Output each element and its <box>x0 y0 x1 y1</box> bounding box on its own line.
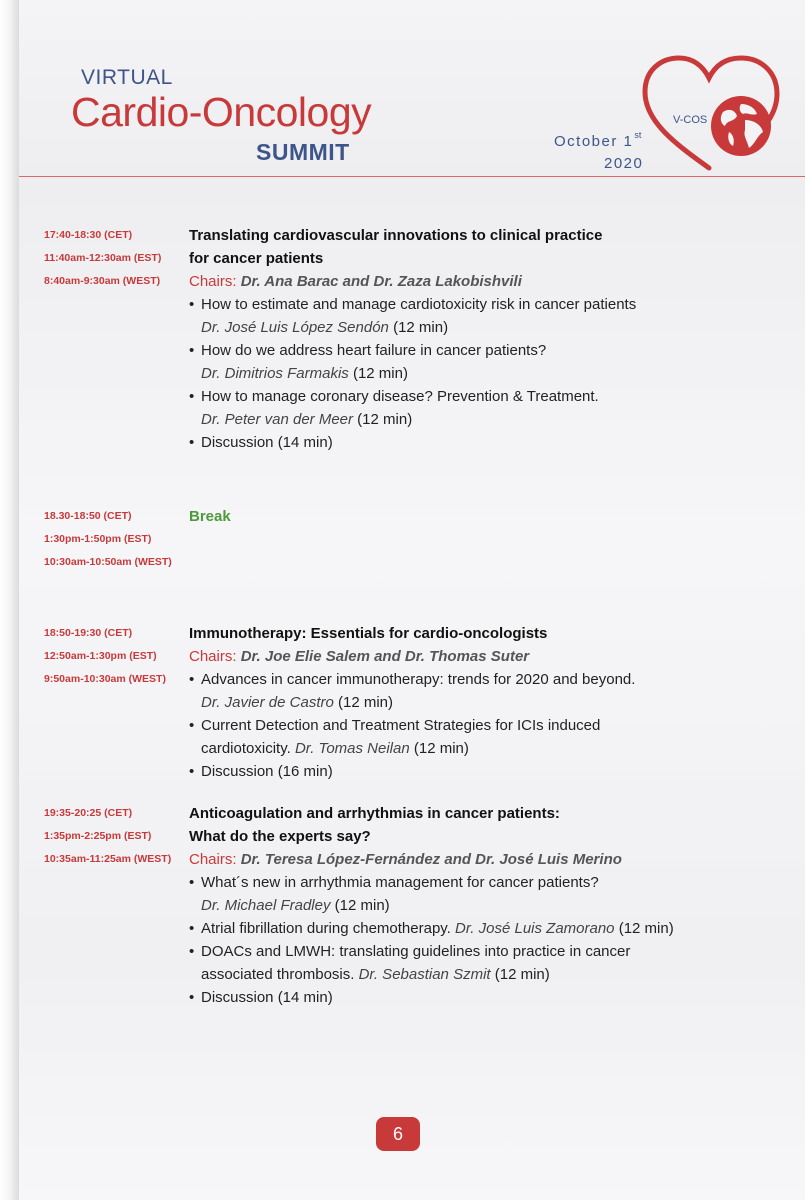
item-topic: How do we address heart failure in cancer patients? <box>201 342 547 359</box>
chairs-label: Chairs: <box>189 851 237 868</box>
item-duration: (12 min) <box>618 920 674 937</box>
session-content <box>189 622 789 783</box>
time-est: 12:50am-1:30pm (EST) <box>44 650 157 662</box>
date-year: 2020 <box>604 155 644 172</box>
agenda-item-speaker <box>189 408 789 431</box>
session-content <box>189 505 789 528</box>
session-chairs <box>189 270 789 293</box>
speaker-name: Dr. José Luis López Sendón <box>201 319 389 336</box>
item-duration: (12 min) <box>334 897 390 914</box>
agenda-item-discussion: • Discussion (14 min) <box>189 434 333 451</box>
session-title: Translating cardiovascular innovations to clinical practice <box>189 227 603 244</box>
session-content <box>189 802 789 1009</box>
item-topic: How to estimate and manage cardiotoxicity risk in cancer patients <box>201 296 637 313</box>
session-chairs <box>189 848 789 871</box>
speaker-name: Dr. Tomas Neilan <box>294 740 410 757</box>
agenda-item-speaker <box>189 362 789 385</box>
time-cet: 19:35-20:25 (CET) <box>44 807 133 819</box>
speaker-name: Dr. Dimitrios Farmakis <box>201 365 349 382</box>
speaker-name: Dr. Peter van der Meer <box>201 411 353 428</box>
item-duration: (12 min) <box>494 966 550 983</box>
date-month: October 1 <box>554 133 634 150</box>
agenda-item: • Current Detection and Treatment Strategies for ICIs induced <box>189 717 601 734</box>
item-topic: Current Detection and Treatment Strategies for ICIs induced <box>201 717 601 734</box>
page-spine <box>0 0 18 1200</box>
agenda-item: • DOACs and LMWH: translating guidelines into practice in cancer <box>189 943 631 960</box>
time-est: 1:30pm-1:50pm (EST) <box>44 533 152 545</box>
time-west: 9:50am-10:30am (WEST) <box>44 673 166 685</box>
agenda-item-discussion: • Discussion (16 min) <box>189 763 333 780</box>
time-cet: 17:40-18:30 (CET) <box>44 229 133 241</box>
date-suffix: st <box>634 130 642 140</box>
item-duration: (12 min) <box>413 740 469 757</box>
speaker-name: Dr. José Luis Zamorano <box>455 920 615 937</box>
item-topic: DOACs and LMWH: translating guidelines into practice in cancer <box>201 943 631 960</box>
header-summit: SUMMIT <box>256 139 350 165</box>
session-title: Immunotherapy: Essentials for cardio-oncologists <box>189 625 548 642</box>
agenda-item: • Atrial fibrillation during chemotherapy. Dr. José Luis Zamorano (12 min) <box>189 920 674 937</box>
item-duration: (12 min) <box>393 319 449 336</box>
agenda-item: • How to estimate and manage cardiotoxicity risk in cancer patients <box>189 296 637 313</box>
item-duration: (12 min) <box>338 694 394 711</box>
header-virtual: VIRTUAL <box>81 66 173 89</box>
item-duration: (12 min) <box>352 365 408 382</box>
chairs-names: Dr. Ana Barac and Dr. Zaza Lakobishvili <box>240 273 522 290</box>
page-number-badge: 6 <box>376 1117 420 1151</box>
time-west: 10:30am-10:50am (WEST) <box>44 556 172 568</box>
item-topic: Discussion (16 min) <box>201 763 333 780</box>
item-topic: Discussion (14 min) <box>201 434 333 451</box>
agenda-item: • What´s new in arrhythmia management for cancer patients? <box>189 874 599 891</box>
agenda-item: • How do we address heart failure in cancer patients? <box>189 342 547 359</box>
time-west: 8:40am-9:30am (WEST) <box>44 275 161 287</box>
session-title-line2: for cancer patients <box>189 250 324 267</box>
chairs-names: Dr. Joe Elie Salem and Dr. Thomas Suter <box>240 648 530 665</box>
item-topic: Discussion (14 min) <box>201 989 333 1006</box>
session-content <box>189 224 789 454</box>
time-cet: 18:50-19:30 (CET) <box>44 627 133 639</box>
agenda-item: • How to manage coronary disease? Prevention & Treatment. <box>189 388 599 405</box>
session-title: Break <box>189 508 231 525</box>
session-chairs <box>189 645 789 668</box>
header-divider <box>19 176 805 177</box>
chairs-label: Chairs: <box>189 648 237 665</box>
agenda-item: • Advances in cancer immunotherapy: trends for 2020 and beyond. <box>189 671 636 688</box>
chairs-names: Dr. Teresa López-Fernández and Dr. José Luis Merino <box>240 851 622 868</box>
time-cet: 18.30-18:50 (CET) <box>44 510 132 522</box>
time-est: 1:35pm-2:25pm (EST) <box>44 830 152 842</box>
item-duration: (12 min) <box>357 411 413 428</box>
agenda-item-speaker <box>189 894 789 917</box>
speaker-name: Dr. Michael Fradley <box>201 897 331 914</box>
logo-text: V-COS <box>673 114 708 126</box>
item-topic: Atrial fibrillation during chemotherapy. <box>201 920 451 937</box>
item-topic-cont: cardiotoxicity. <box>201 740 291 757</box>
globe-icon <box>711 96 771 156</box>
vcos-heart-logo <box>637 50 787 175</box>
item-topic-cont: associated thrombosis. <box>201 966 355 983</box>
time-est: 11:40am-12:30am (EST) <box>44 252 162 264</box>
header-title: Cardio-Oncology <box>71 89 372 135</box>
speaker-name: Dr. Sebastian Szmit <box>358 966 491 983</box>
agenda-item-speaker <box>189 691 789 714</box>
chairs-label: Chairs: <box>189 273 237 290</box>
program-page <box>18 0 805 1200</box>
item-topic: Advances in cancer immunotherapy: trends for 2020 and beyond. <box>201 671 636 688</box>
item-topic: How to manage coronary disease? Prevention & Treatment. <box>201 388 599 405</box>
session-title: Anticoagulation and arrhythmias in cancer patients: <box>189 805 560 822</box>
time-west: 10:35am-11:25am (WEST) <box>44 853 172 865</box>
speaker-name: Dr. Javier de Castro <box>201 694 334 711</box>
agenda-item-speaker <box>189 963 789 986</box>
agenda-item-speaker <box>189 316 789 339</box>
session-title-line2: What do the experts say? <box>189 828 371 845</box>
item-topic: What´s new in arrhythmia management for cancer patients? <box>201 874 599 891</box>
agenda-item-discussion: • Discussion (14 min) <box>189 989 333 1006</box>
agenda-item-speaker <box>189 737 789 760</box>
